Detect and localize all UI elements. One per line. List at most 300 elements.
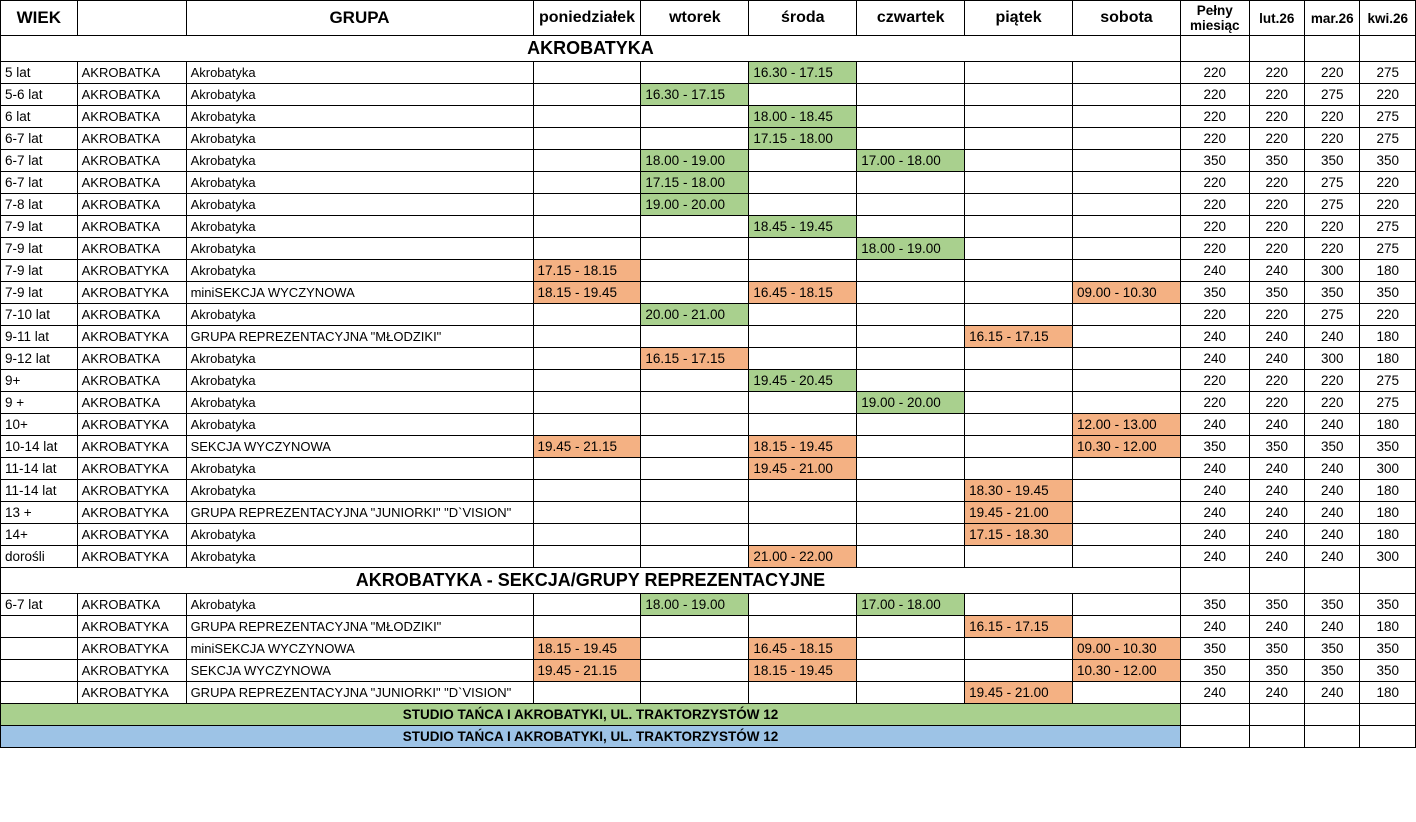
cell-slot-saturday (1073, 616, 1181, 638)
cell-price-apr: 275 (1360, 106, 1416, 128)
cell-group: Akrobatyka (186, 150, 533, 172)
cell-slot-saturday (1073, 62, 1181, 84)
header-day-wednesday: środa (749, 1, 857, 36)
cell-section: AKROBATKA (77, 348, 186, 370)
cell-price-apr: 350 (1360, 638, 1416, 660)
cell-price-feb: 240 (1249, 260, 1304, 282)
cell-slot-saturday (1073, 594, 1181, 616)
cell-age: 7-9 lat (1, 238, 78, 260)
cell-slot-saturday (1073, 150, 1181, 172)
cell-group: GRUPA REPREZENTACYJNA "JUNIORKI" "D`VISION" (186, 502, 533, 524)
cell-price-apr: 180 (1360, 326, 1416, 348)
cell-section: AKROBATKA (77, 84, 186, 106)
cell-slot-friday (965, 282, 1073, 304)
cell-price-apr: 350 (1360, 150, 1416, 172)
cell-price-feb: 220 (1249, 238, 1304, 260)
cell-slot-wednesday (749, 524, 857, 546)
cell-slot-monday (533, 480, 641, 502)
cell-group: miniSEKCJA WYCZYNOWA (186, 638, 533, 660)
cell-slot-thursday (857, 524, 965, 546)
cell-price-feb: 240 (1249, 480, 1304, 502)
cell-price-mar: 275 (1304, 172, 1359, 194)
cell-slot-saturday (1073, 370, 1181, 392)
cell-slot-friday: 16.15 - 17.15 (965, 616, 1073, 638)
cell-section: AKROBATYKA (77, 326, 186, 348)
cell-section: AKROBATKA (77, 216, 186, 238)
cell-price-feb: 240 (1249, 682, 1304, 704)
cell-price-feb: 240 (1249, 458, 1304, 480)
cell-age: 11-14 lat (1, 458, 78, 480)
cell-section: AKROBATYKA (77, 480, 186, 502)
cell-slot-friday (965, 348, 1073, 370)
cell-slot-monday (533, 304, 641, 326)
cell-price-mar: 350 (1304, 282, 1359, 304)
cell-slot-wednesday: 18.15 - 19.45 (749, 436, 857, 458)
cell-price-feb: 350 (1249, 282, 1304, 304)
cell-price-full-month: 350 (1180, 594, 1249, 616)
cell-slot-monday (533, 414, 641, 436)
cell-slot-wednesday: 16.45 - 18.15 (749, 638, 857, 660)
cell-section: AKROBATYKA (77, 660, 186, 682)
cell-slot-wednesday (749, 682, 857, 704)
cell-slot-tuesday: 16.15 - 17.15 (641, 348, 749, 370)
cell-price-apr: 180 (1360, 682, 1416, 704)
table-row (1, 62, 1416, 84)
table-row (1, 502, 1416, 524)
cell-section: AKROBATYKA (77, 414, 186, 436)
section-price-spacer (1180, 36, 1249, 62)
cell-slot-monday (533, 546, 641, 568)
cell-price-mar: 220 (1304, 238, 1359, 260)
table-row (1, 682, 1416, 704)
cell-price-apr: 275 (1360, 392, 1416, 414)
cell-price-apr: 300 (1360, 546, 1416, 568)
cell-price-apr: 180 (1360, 616, 1416, 638)
cell-slot-saturday (1073, 172, 1181, 194)
cell-slot-thursday (857, 546, 965, 568)
cell-section: AKROBATYKA (77, 682, 186, 704)
table-row (1, 524, 1416, 546)
cell-price-feb: 350 (1249, 150, 1304, 172)
cell-group: Akrobatyka (186, 546, 533, 568)
cell-price-feb: 240 (1249, 524, 1304, 546)
cell-slot-friday (965, 238, 1073, 260)
cell-slot-tuesday (641, 458, 749, 480)
cell-price-feb: 350 (1249, 660, 1304, 682)
cell-slot-saturday (1073, 304, 1181, 326)
table-row (1, 616, 1416, 638)
cell-price-mar: 350 (1304, 660, 1359, 682)
cell-slot-monday (533, 62, 641, 84)
cell-price-apr: 220 (1360, 172, 1416, 194)
cell-price-mar: 240 (1304, 502, 1359, 524)
cell-slot-wednesday (749, 260, 857, 282)
cell-slot-saturday (1073, 392, 1181, 414)
cell-slot-thursday (857, 370, 965, 392)
cell-age: 11-14 lat (1, 480, 78, 502)
table-row (1, 458, 1416, 480)
cell-slot-saturday: 09.00 - 10.30 (1073, 282, 1181, 304)
cell-slot-friday (965, 62, 1073, 84)
cell-slot-wednesday: 17.15 - 18.00 (749, 128, 857, 150)
cell-price-feb: 240 (1249, 502, 1304, 524)
cell-price-full-month: 240 (1180, 260, 1249, 282)
cell-group: Akrobatyka (186, 458, 533, 480)
cell-slot-friday (965, 458, 1073, 480)
cell-section: AKROBATKA (77, 304, 186, 326)
cell-price-feb: 220 (1249, 194, 1304, 216)
cell-slot-tuesday (641, 546, 749, 568)
header-sekcja (77, 1, 186, 36)
cell-price-feb: 240 (1249, 326, 1304, 348)
cell-slot-tuesday (641, 238, 749, 260)
cell-price-mar: 220 (1304, 62, 1359, 84)
cell-slot-friday (965, 216, 1073, 238)
cell-slot-monday (533, 502, 641, 524)
cell-slot-wednesday (749, 594, 857, 616)
cell-slot-friday (965, 594, 1073, 616)
cell-price-full-month: 220 (1180, 370, 1249, 392)
cell-slot-monday (533, 128, 641, 150)
cell-slot-thursday (857, 414, 965, 436)
cell-slot-wednesday (749, 326, 857, 348)
header-day-friday: piątek (965, 1, 1073, 36)
cell-slot-thursday: 17.00 - 18.00 (857, 594, 965, 616)
cell-slot-thursday (857, 348, 965, 370)
cell-slot-friday (965, 638, 1073, 660)
cell-price-feb: 350 (1249, 638, 1304, 660)
cell-price-feb: 240 (1249, 414, 1304, 436)
cell-price-apr: 180 (1360, 480, 1416, 502)
cell-section: AKROBATKA (77, 128, 186, 150)
cell-slot-thursday (857, 326, 965, 348)
table-row (1, 128, 1416, 150)
cell-slot-tuesday (641, 326, 749, 348)
cell-slot-tuesday (641, 660, 749, 682)
table-row (1, 392, 1416, 414)
cell-price-apr: 275 (1360, 128, 1416, 150)
footer-spacer (1180, 726, 1249, 748)
cell-age (1, 660, 78, 682)
cell-price-mar: 275 (1304, 84, 1359, 106)
cell-slot-friday (965, 84, 1073, 106)
cell-group: Akrobatyka (186, 524, 533, 546)
cell-slot-saturday: 10.30 - 12.00 (1073, 436, 1181, 458)
cell-group: Akrobatyka (186, 216, 533, 238)
cell-price-mar: 240 (1304, 616, 1359, 638)
cell-age: 6-7 lat (1, 594, 78, 616)
cell-slot-tuesday: 19.00 - 20.00 (641, 194, 749, 216)
cell-slot-wednesday (749, 194, 857, 216)
cell-age: 7-9 lat (1, 216, 78, 238)
cell-slot-saturday (1073, 216, 1181, 238)
cell-price-mar: 240 (1304, 326, 1359, 348)
table-row (1, 282, 1416, 304)
cell-slot-friday (965, 436, 1073, 458)
table-row (1, 260, 1416, 282)
cell-slot-saturday: 09.00 - 10.30 (1073, 638, 1181, 660)
cell-age: 10-14 lat (1, 436, 78, 458)
cell-price-mar: 275 (1304, 194, 1359, 216)
cell-price-mar: 300 (1304, 348, 1359, 370)
cell-slot-saturday (1073, 348, 1181, 370)
table-row (1, 546, 1416, 568)
cell-price-full-month: 240 (1180, 682, 1249, 704)
cell-group: Akrobatyka (186, 414, 533, 436)
cell-slot-monday (533, 326, 641, 348)
footer-location-label: STUDIO TAŃCA I AKROBATYKI, UL. TRAKTORZYSTÓW 12 (1, 726, 1181, 748)
cell-slot-thursday (857, 616, 965, 638)
cell-section: AKROBATYKA (77, 458, 186, 480)
cell-slot-monday (533, 524, 641, 546)
cell-price-full-month: 240 (1180, 502, 1249, 524)
cell-price-feb: 220 (1249, 370, 1304, 392)
section-title: AKROBATYKA (1, 36, 1181, 62)
cell-price-full-month: 220 (1180, 84, 1249, 106)
section-price-spacer (1360, 36, 1416, 62)
cell-slot-friday (965, 260, 1073, 282)
cell-slot-friday (965, 194, 1073, 216)
cell-slot-thursday (857, 216, 965, 238)
cell-slot-thursday (857, 106, 965, 128)
footer-spacer (1249, 704, 1304, 726)
cell-age: 9-12 lat (1, 348, 78, 370)
cell-slot-saturday (1073, 106, 1181, 128)
header-month-mar: mar.26 (1304, 1, 1359, 36)
cell-price-mar: 220 (1304, 106, 1359, 128)
cell-price-apr: 275 (1360, 62, 1416, 84)
cell-slot-thursday: 18.00 - 19.00 (857, 238, 965, 260)
cell-section: AKROBATYKA (77, 638, 186, 660)
cell-slot-tuesday (641, 436, 749, 458)
cell-slot-friday (965, 414, 1073, 436)
cell-slot-wednesday: 16.45 - 18.15 (749, 282, 857, 304)
cell-section: AKROBATYKA (77, 436, 186, 458)
cell-age: 13 + (1, 502, 78, 524)
cell-slot-tuesday (641, 414, 749, 436)
cell-price-full-month: 240 (1180, 616, 1249, 638)
cell-price-full-month: 240 (1180, 458, 1249, 480)
cell-slot-monday (533, 458, 641, 480)
cell-slot-wednesday: 18.45 - 19.45 (749, 216, 857, 238)
cell-price-feb: 220 (1249, 62, 1304, 84)
cell-slot-thursday (857, 304, 965, 326)
cell-slot-saturday: 12.00 - 13.00 (1073, 414, 1181, 436)
cell-slot-wednesday (749, 172, 857, 194)
cell-price-mar: 275 (1304, 304, 1359, 326)
cell-slot-wednesday: 16.30 - 17.15 (749, 62, 857, 84)
table-header (1, 1, 1416, 36)
cell-price-feb: 220 (1249, 106, 1304, 128)
footer-spacer (1249, 726, 1304, 748)
cell-group: miniSEKCJA WYCZYNOWA (186, 282, 533, 304)
table-row (1, 238, 1416, 260)
cell-price-full-month: 240 (1180, 326, 1249, 348)
cell-price-mar: 300 (1304, 260, 1359, 282)
cell-slot-monday: 18.15 - 19.45 (533, 638, 641, 660)
cell-slot-monday (533, 106, 641, 128)
cell-price-feb: 220 (1249, 304, 1304, 326)
cell-price-apr: 350 (1360, 660, 1416, 682)
cell-slot-wednesday (749, 414, 857, 436)
cell-slot-friday: 18.30 - 19.45 (965, 480, 1073, 502)
cell-price-full-month: 350 (1180, 150, 1249, 172)
section-price-spacer (1180, 568, 1249, 594)
cell-group: Akrobatyka (186, 84, 533, 106)
table-row (1, 414, 1416, 436)
cell-age: 7-9 lat (1, 260, 78, 282)
cell-slot-saturday (1073, 682, 1181, 704)
footer-location-label: STUDIO TAŃCA I AKROBATYKI, UL. TRAKTORZYSTÓW 12 (1, 704, 1181, 726)
cell-slot-tuesday (641, 62, 749, 84)
cell-age: 6-7 lat (1, 150, 78, 172)
cell-price-apr: 220 (1360, 304, 1416, 326)
header-day-monday: poniedziałek (533, 1, 641, 36)
cell-price-mar: 240 (1304, 414, 1359, 436)
cell-slot-saturday (1073, 326, 1181, 348)
cell-age: 7-8 lat (1, 194, 78, 216)
cell-slot-friday: 19.45 - 21.00 (965, 502, 1073, 524)
cell-age (1, 616, 78, 638)
cell-price-apr: 180 (1360, 348, 1416, 370)
cell-price-mar: 220 (1304, 392, 1359, 414)
cell-age: 9+ (1, 370, 78, 392)
cell-slot-monday: 17.15 - 18.15 (533, 260, 641, 282)
cell-price-apr: 180 (1360, 260, 1416, 282)
cell-age: 6-7 lat (1, 128, 78, 150)
cell-slot-friday (965, 128, 1073, 150)
cell-slot-thursday (857, 260, 965, 282)
cell-slot-wednesday (749, 502, 857, 524)
cell-price-mar: 220 (1304, 128, 1359, 150)
cell-slot-thursday (857, 682, 965, 704)
cell-slot-monday (533, 392, 641, 414)
cell-price-full-month: 220 (1180, 304, 1249, 326)
cell-group: Akrobatyka (186, 260, 533, 282)
cell-price-full-month: 220 (1180, 128, 1249, 150)
table-row (1, 150, 1416, 172)
cell-slot-thursday (857, 436, 965, 458)
cell-age: 6-7 lat (1, 172, 78, 194)
cell-price-feb: 240 (1249, 348, 1304, 370)
cell-slot-friday (965, 172, 1073, 194)
cell-slot-saturday (1073, 524, 1181, 546)
cell-slot-wednesday (749, 238, 857, 260)
cell-price-apr: 180 (1360, 502, 1416, 524)
table-row (1, 172, 1416, 194)
section-price-spacer (1249, 568, 1304, 594)
cell-slot-saturday (1073, 546, 1181, 568)
cell-slot-tuesday: 17.15 - 18.00 (641, 172, 749, 194)
cell-price-apr: 350 (1360, 594, 1416, 616)
cell-slot-saturday (1073, 480, 1181, 502)
cell-slot-thursday (857, 172, 965, 194)
cell-group: SEKCJA WYCZYNOWA (186, 436, 533, 458)
header-day-thursday: czwartek (857, 1, 965, 36)
cell-slot-saturday (1073, 458, 1181, 480)
cell-price-full-month: 220 (1180, 106, 1249, 128)
table-row (1, 370, 1416, 392)
cell-group: Akrobatyka (186, 172, 533, 194)
cell-slot-wednesday: 19.45 - 20.45 (749, 370, 857, 392)
section-title: AKROBATYKA - SEKCJA/GRUPY REPREZENTACYJNE (1, 568, 1181, 594)
cell-price-apr: 180 (1360, 414, 1416, 436)
cell-section: AKROBATYKA (77, 546, 186, 568)
cell-slot-thursday (857, 660, 965, 682)
cell-group: SEKCJA WYCZYNOWA (186, 660, 533, 682)
section-price-spacer (1249, 36, 1304, 62)
cell-price-full-month: 350 (1180, 660, 1249, 682)
cell-group: Akrobatyka (186, 62, 533, 84)
section-price-spacer (1304, 568, 1359, 594)
cell-slot-wednesday (749, 304, 857, 326)
cell-slot-monday (533, 172, 641, 194)
cell-age (1, 638, 78, 660)
cell-price-apr: 275 (1360, 216, 1416, 238)
cell-slot-tuesday (641, 392, 749, 414)
table-row (1, 436, 1416, 458)
footer-spacer (1304, 704, 1359, 726)
footer-row (1, 704, 1416, 726)
cell-group: GRUPA REPREZENTACYJNA "JUNIORKI" "D`VISION" (186, 682, 533, 704)
cell-slot-thursday (857, 480, 965, 502)
cell-price-full-month: 220 (1180, 216, 1249, 238)
cell-section: AKROBATYKA (77, 616, 186, 638)
cell-slot-thursday (857, 194, 965, 216)
cell-age: 5-6 lat (1, 84, 78, 106)
cell-slot-friday (965, 392, 1073, 414)
cell-price-full-month: 350 (1180, 282, 1249, 304)
header-month-feb: lut.26 (1249, 1, 1304, 36)
cell-group: GRUPA REPREZENTACYJNA "MŁODZIKI" (186, 616, 533, 638)
cell-slot-saturday (1073, 260, 1181, 282)
cell-slot-thursday: 19.00 - 20.00 (857, 392, 965, 414)
cell-slot-friday: 16.15 - 17.15 (965, 326, 1073, 348)
cell-group: Akrobatyka (186, 370, 533, 392)
cell-age: 9 + (1, 392, 78, 414)
cell-section: AKROBATKA (77, 194, 186, 216)
cell-slot-wednesday: 18.00 - 18.45 (749, 106, 857, 128)
cell-section: AKROBATKA (77, 392, 186, 414)
cell-slot-tuesday (641, 128, 749, 150)
cell-slot-saturday (1073, 238, 1181, 260)
cell-slot-monday: 19.45 - 21.15 (533, 436, 641, 458)
cell-group: Akrobatyka (186, 238, 533, 260)
section-price-spacer (1304, 36, 1359, 62)
footer-spacer (1360, 726, 1416, 748)
cell-price-full-month: 240 (1180, 546, 1249, 568)
cell-group: Akrobatyka (186, 480, 533, 502)
cell-price-mar: 220 (1304, 370, 1359, 392)
cell-section: AKROBATKA (77, 238, 186, 260)
cell-slot-wednesday (749, 616, 857, 638)
cell-slot-wednesday: 19.45 - 21.00 (749, 458, 857, 480)
cell-slot-monday (533, 216, 641, 238)
cell-price-full-month: 240 (1180, 414, 1249, 436)
section-price-spacer (1360, 568, 1416, 594)
cell-price-full-month: 350 (1180, 638, 1249, 660)
cell-price-apr: 350 (1360, 282, 1416, 304)
cell-price-feb: 220 (1249, 84, 1304, 106)
cell-slot-friday (965, 660, 1073, 682)
cell-slot-monday (533, 370, 641, 392)
cell-price-full-month: 220 (1180, 238, 1249, 260)
cell-slot-monday (533, 150, 641, 172)
cell-slot-friday: 17.15 - 18.30 (965, 524, 1073, 546)
cell-price-full-month: 220 (1180, 172, 1249, 194)
cell-age: 7-9 lat (1, 282, 78, 304)
cell-section: AKROBATYKA (77, 260, 186, 282)
